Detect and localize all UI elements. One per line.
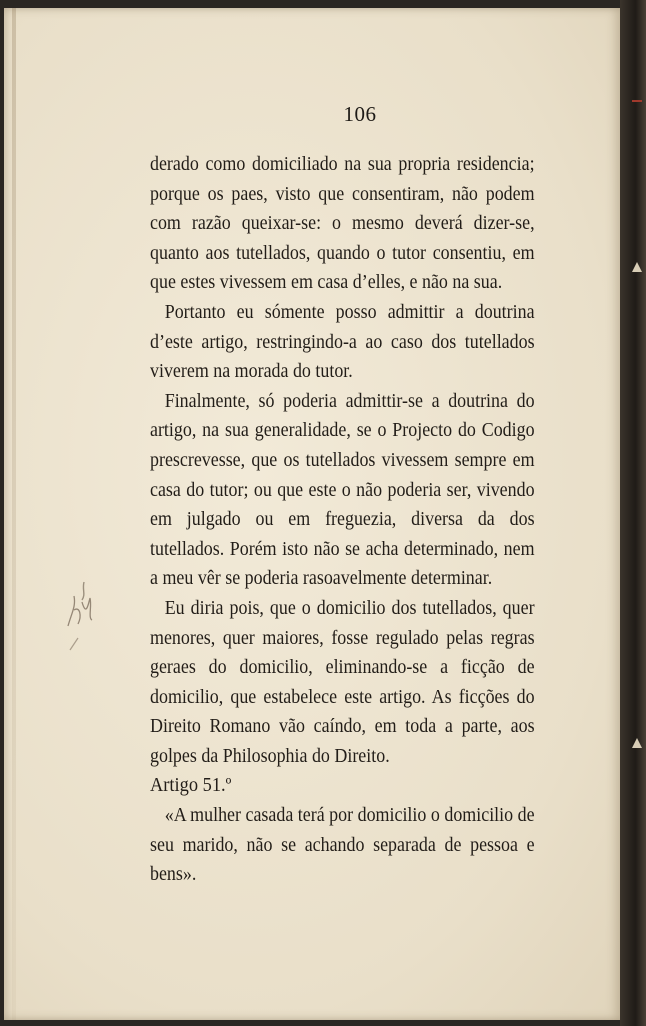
page-number: 106 xyxy=(343,102,377,126)
handwritten-mark-icon xyxy=(62,576,102,656)
book-page xyxy=(4,8,622,1020)
paragraph-4: Eu diria pois, que o domicilio dos tutellados, quer menores, quer maiores, fosse regulado pelas regras geraes do domicilio, eliminando-se a ficção de domicilio, que estabelece este artigo. As ficções do Direito Romano vão caíndo, em toda a parte, aos golpes da Philosophia do Direito. xyxy=(150,597,535,767)
margin-stain xyxy=(12,8,16,1020)
body-text xyxy=(150,150,535,890)
paragraph-1: derado como domiciliado na sua propria residencia; porque os paes, visto que consentiram, não podem com razão queixar-se: o mesmo deverá dizer-se, quanto aos tutellados, quando o tutor consentiu, em que estes vivessem em casa d’elles, e não na sua. xyxy=(150,154,535,294)
arrow-marker-icon xyxy=(632,738,642,748)
book-spine-edge xyxy=(620,0,646,1026)
paragraph-2: Portanto eu sómente posso admittir a doutrina d’este artigo, restringindo-a ao caso dos tutellados viverem na morada do tutor. xyxy=(150,301,535,383)
article-heading: Artigo 51.º xyxy=(150,774,232,797)
article-text: «A mulher casada terá por domicilio o domicilio de seu marido, não se achando separada de pessoa e bens». xyxy=(150,805,535,886)
paragraph-3: Finalmente, só poderia admittir-se a doutrina do artigo, na sua generalidade, se o Projecto do Codigo prescrevesse, que os tutellados vivessem sempre em casa do tutor; ou que este o não poderia ser, vivendo em julgado ou em freguezia, diversa da dos tutellados. Porém isto não se acha determinado, nem a meu vêr se poderia rasoavelmente determinar. xyxy=(150,390,535,590)
red-tab-marker-icon xyxy=(632,96,642,106)
arrow-marker-icon xyxy=(632,262,642,272)
